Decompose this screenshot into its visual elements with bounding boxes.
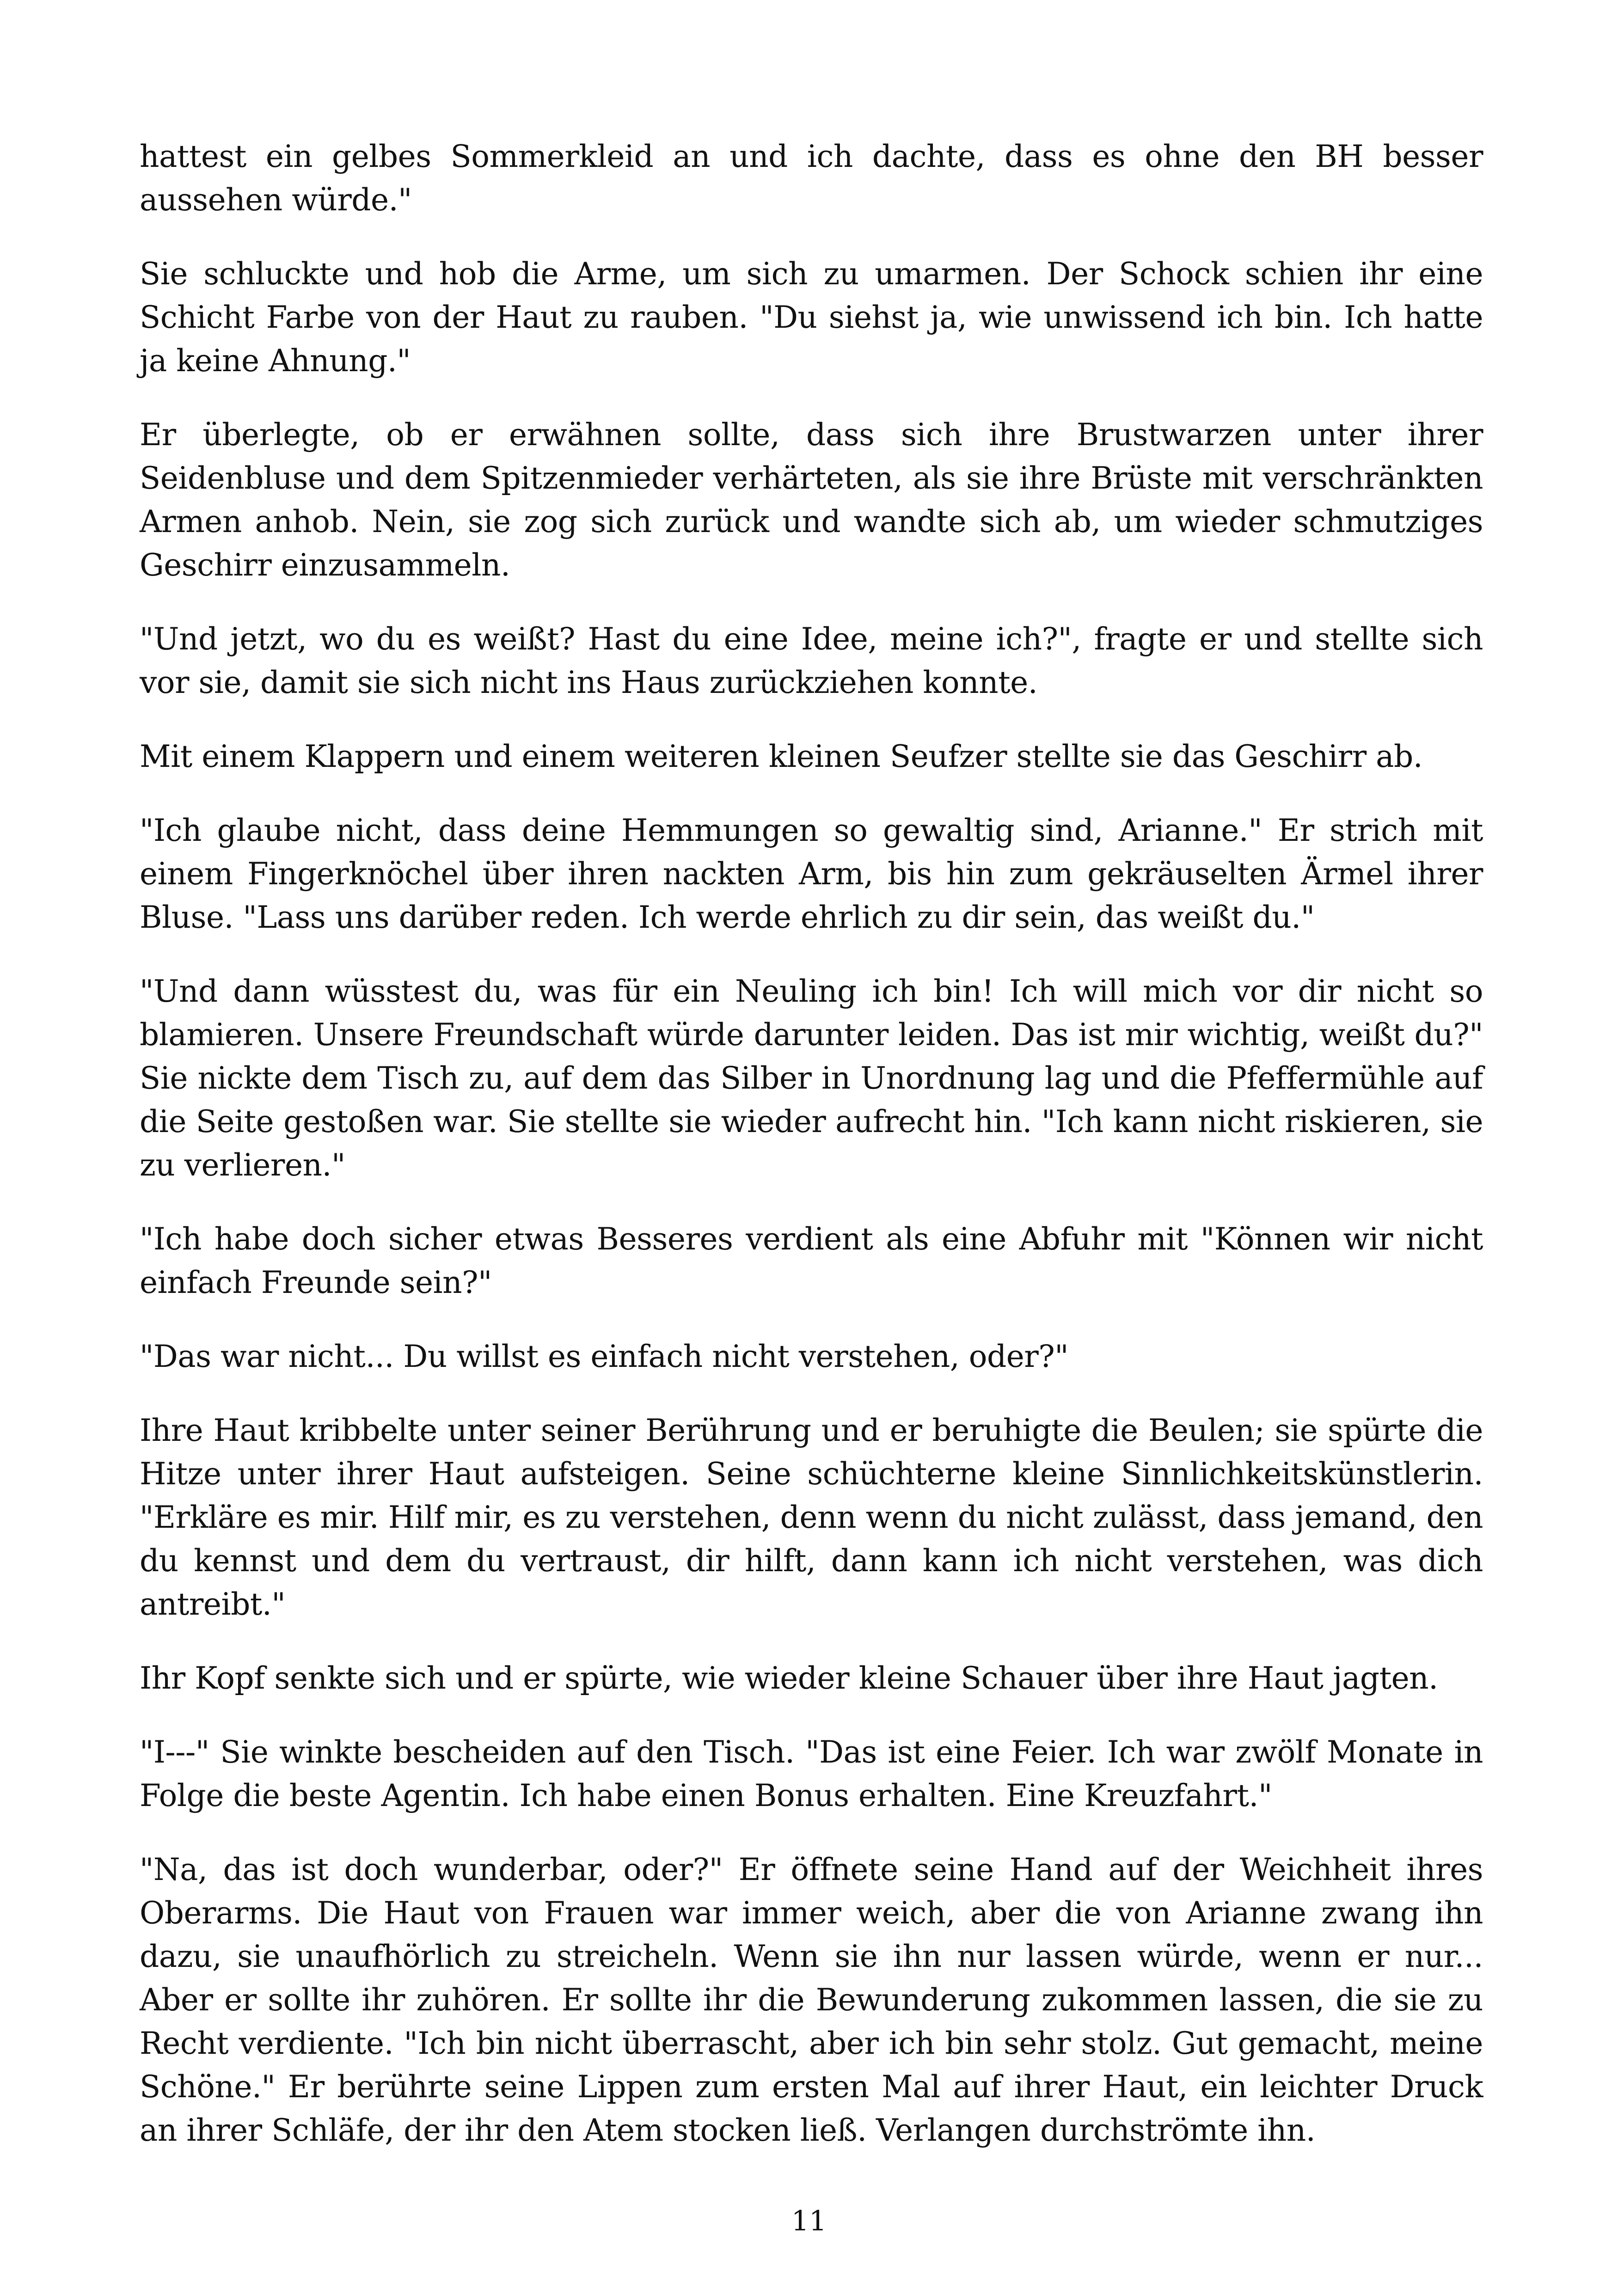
paragraph: Ihre Haut kribbelte unter seiner Berührung und er beruhigte die Beulen; sie spürte die Hitze unter ihrer Haut aufsteigen. Seine schüchterne kleine Sinnlichkeitskünstlerin. "Erkläre es mir. Hilf mir, es zu verstehen, denn wenn du nicht zulässt, dass jemand, den du kennst und dem du vertraust, dir hilft, dann kann ich nicht verstehen, was dich antreibt." — [140, 1413, 1483, 1622]
paragraph: "Das war nicht... Du willst es einfach nicht verstehen, oder?" — [140, 1339, 1069, 1374]
paragraph: "Und dann wüsstest du, was für ein Neuling ich bin! Ich will mich vor dir nicht so blamieren. Unsere Freundschaft würde darunter leiden. Das ist mir wichtig, weißt du?" Sie nickte dem Tisch zu, auf dem das Silber in Unordnung lag und die Pfeffermühle auf die Seite gestoßen war. Sie stellte sie wieder aufrecht hin. "Ich kann nicht riskieren, sie zu verlieren." — [140, 974, 1483, 1183]
page-number: 11 — [791, 2205, 827, 2237]
paragraph: "Ich habe doch sicher etwas Besseres verdient als eine Abfuhr mit "Können wir nicht einfach Freunde sein?" — [140, 1221, 1483, 1300]
paragraph: "I---" Sie winkte bescheiden auf den Tisch. "Das ist eine Feier. Ich war zwölf Monate in Folge die beste Agentin. Ich habe einen Bonus erhalten. Eine Kreuzfahrt." — [140, 1734, 1483, 1813]
paragraph: "Und jetzt, wo du es weißt? Hast du eine Idee, meine ich?", fragte er und stellte sich vor sie, damit sie sich nicht ins Haus zurückziehen konnte. — [140, 621, 1483, 700]
paragraph: "Na, das ist doch wunderbar, oder?" Er öffnete seine Hand auf der Weichheit ihres Oberarms. Die Haut von Frauen war immer weich, aber die von Arianne zwang ihn dazu, sie unaufhörlich zu streicheln. Wenn sie ihn nur lassen würde, wenn er nur... Aber er sollte ihr zuhören. Er sollte ihr die Bewunderung zukommen lassen, die sie zu Recht verdiente. "Ich bin nicht überrascht, aber ich bin sehr stolz. Gut gemacht, meine Schöne." Er berührte seine Lippen zum ersten Mal auf ihrer Haut, ein leichter Druck an ihrer Schläfe, der ihr den Atem stocken ließ. Verlangen durchströmte ihn. — [140, 1852, 1483, 2148]
paragraph: hattest ein gelbes Sommerkleid an und ich dachte, dass es ohne den BH besser aussehen würde." — [140, 139, 1483, 218]
paragraph: "Ich glaube nicht, dass deine Hemmungen so gewaltig sind, Arianne." Er strich mit einem Fingerknöchel über ihren nackten Arm, bis hin zum gekräuselten Ärmel ihrer Bluse. "Lass uns darüber reden. Ich werde ehrlich zu dir sein, das weißt du." — [140, 813, 1483, 935]
paragraph: Sie schluckte und hob die Arme, um sich zu umarmen. Der Schock schien ihr eine Schicht Farbe von der Haut zu rauben. "Du siehst ja, wie unwissend ich bin. Ich hatte ja keine Ahnung." — [140, 256, 1483, 379]
paragraph: Mit einem Klappern und einem weiteren kleinen Seufzer stellte sie das Geschirr ab. — [140, 739, 1423, 774]
page-body — [140, 135, 1483, 2160]
paragraph: Ihr Kopf senkte sich und er spürte, wie wieder kleine Schauer über ihre Haut jagten. — [140, 1660, 1438, 1696]
paragraph: Er überlegte, ob er erwähnen sollte, dass sich ihre Brustwarzen unter ihrer Seidenbluse und dem Spitzenmieder verhärteten, als sie ihre Brüste mit verschränkten Armen anhob. Nein, sie zog sich zurück und wandte sich ab, um wieder schmutziges Geschirr einzusammeln. — [140, 417, 1483, 583]
